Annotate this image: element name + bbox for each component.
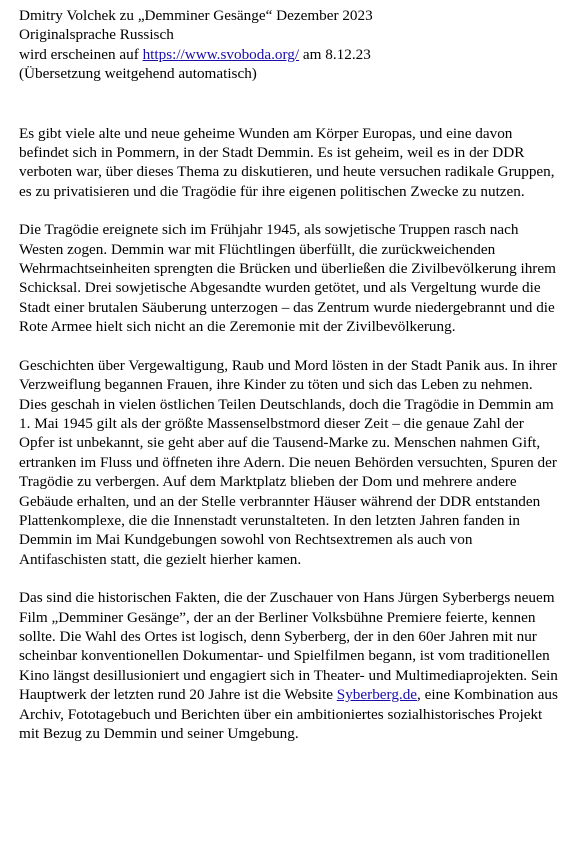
header-translation-note: (Übersetzung weitgehend automatisch) — [19, 65, 257, 83]
paragraph-1: Es gibt viele alte und neue geheime Wunden am Körper Europas, und eine davon befindet sich in Pommern, in der Stadt Demmin. Es ist geheim, weil es in der DDR verboten war, über dieses Thema zu diskutieren, und heute versuchen radikale Gruppen, es zu privatisieren und die Tragödie für ihre eigenen politischen Zwecke zu nutzen. — [19, 124, 555, 200]
paragraph-4-text-start: Das sind die historischen Fakten, die der Zuschauer von Hans Jürgen Syberbergs neuem Film „Demminer Gesänge”, der an der Berliner Volksbühne Premiere feierte, kennen sollte. Die Wahl des Ortes ist logisch, denn Syberberg, der in den 60er Jahren mit nur scheinbar konventionellen Dokumentar- und Spielfilmen begann, ist vom traditionellen Kino längst desillusioniert und engagiert sich in Theater- und Multimediaprojekten. Sein Hauptwerk der letzten rund 20 Jahre ist die Website — [19, 589, 558, 704]
header-publication-line — [19, 45, 561, 64]
paragraph-3: Geschichten über Vergewaltigung, Raub und Mord lösten in der Stadt Panik aus. In ihrer Verzweiflung begannen Frauen, ihre Kinder zu töten und sich das Leben zu nehmen. Dies geschah in vielen östlichen Teilen Deutschlands, doch die Tragödie in Demmin am 1. Mai 1945 gilt als der größte Massenselbstmord dieser Zeit – die genaue Zahl der Opfer ist unbekannt, sie geht aber auf die Tausend-Marke zu. Menschen nahmen Gift, ertranken im Fluss und öffneten ihre Adern. Die neuen Behörden versuchten, Spuren der Tragödie zu verbergen. Auf dem Marktplatz blieben der Dom und mehrere andere Gebäude erhalten, und an der Stelle verbrannter Häuser während der DDR entstanden Plattenkomplexe, die die Innenstadt verunstalteten. In den letzten Jahren fanden in Demmin im Mai Kundgebungen sowohl von Rechtsextremen als auch von Antifaschisten statt, die gezielt hierher kamen. — [19, 356, 558, 568]
paragraph-4 — [19, 588, 561, 743]
syberberg-link[interactable]: Syberberg.de — [336, 686, 418, 704]
header-title-line: Dmitry Volchek zu „Demminer Gesänge“ Dezember 2023 — [19, 7, 373, 24]
paragraph-4-text-end: , eine Kombination aus Archiv, Fototagebuch und Berichten über ein ambitioniertes sozialhistorisches Projekt mit Bezug zu Demmin und seiner Umgebung. — [19, 686, 558, 742]
header-spacer — [19, 84, 561, 124]
svoboda-link[interactable]: https://www.svoboda.org/ — [142, 45, 300, 63]
publication-suffix: am 8.12.23 — [299, 45, 371, 63]
document-header — [19, 6, 561, 84]
publication-prefix: wird erscheinen auf — [19, 45, 143, 63]
header-language-line: Originalsprache Russisch — [19, 26, 174, 44]
paragraph-2: Die Tragödie ereignete sich im Frühjahr 1945, als sowjetische Truppen rasch nach Westen zogen. Demmin war mit Flüchtlingen überfüllt, die zurückweichenden Wehrmachtseinheiten sprengten die Brücken und überließen die Zivilbevölkerung ihrem Schicksal. Drei sowjetische Abgesandte wurden getötet, und als Vergeltung wurde die Stadt einer brutalen Säuberung unterzogen – das Zentrum wurde niedergebrannt und die Rote Armee hielt sich nicht an die Zeremonie mit der Zivilbevölkerung. — [19, 221, 556, 336]
